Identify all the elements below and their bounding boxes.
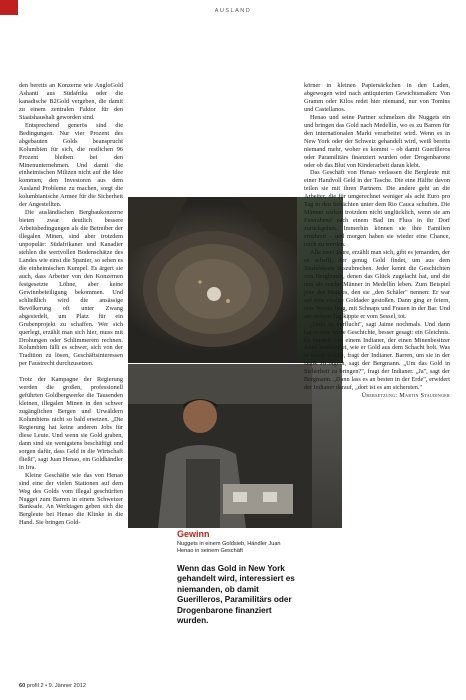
paragraph: „Gold ist verflucht", sagt Jaime nochmals. Und dann hat er eine letzte Geschichte, besser gesagt: ein Gleichnis. Es handelt von einem Indianer, der einen Minenbesitzer dabei beobachtet, wie er Gold aus dem Schacht holt. Was er damit mache, fragt der Indianer. Barren, um sie in der Bank zu lagern, sagt der Bergmann. „Um das Gold in Sicherheit zu bringen?", fragt der Indianer. „Ja", sagt der Bergmann. „Dann lass es an besten in der Erde", erwidert der Indianer darauf, „dort ist es am sichersten." <box>304 320 450 392</box>
paragraph: Kleine Geschäfte wie das von Henao sind eine der vielen Stationen auf dem Weg des Golds vom illegal geschürften Nugget zum Barren in einem Schweizer Banksafe. An Werktagen geben sich die Bergleute bei Henao die Klinke in die Hand. Sie bringen Gold- <box>19 471 123 527</box>
paragraph: Die ausländischen Bergbaukonzerne bieten zwar deutlich bessere Arbeitsbedingungen als die Betreiber der illegalen Minen, sind aber trotzdem unpopulär: Südafrikaner und Kanadier stehlen die wertvollen Bodenschätze des Landes wie einst die Spanier, so sehen es die einheimischen Kumpel. Es ärgert sie auch, dass Arbeiter von den Konzernen festgesetzte Löhne, aber keine Gewinnbeteiligung bekommen. Und schließlich wird die ansässige Bevölkerung oft unter Zwang abgesiedelt, um Platz für ein Grubenprojekt zu schaffen. Wer sich querlegt, erzählt man sich hier, muss mit Drohungen oder Schlimmerem rechnen. Kolumbien fällt es schwer, sich von der Tradition zu lösen, Geschäftsinteressen per Faustrecht durchzusetzen. <box>19 209 123 368</box>
paragraph: den bereits an Konzerne wie AngloGold Ashanti aus Südafrika oder die kanadische B2Gold vergeben, die damit zu einem zentralen Faktor für den Staatshaushalt geworden sind. <box>19 82 123 121</box>
paragraph: Alle zwei Jahre, erzählt man sich, gibt es jemanden, der es schafft, der genug Gold findet, um aus dem Teufelskreis auszubrechen. Jeder kennt die Geschichten von Bergleuten, denen das Glück zugelacht hat, und die nun als reiche Männer in Medellín leben. Zum Beispiel jene des Mannes, den sie „den Schäler" nennen: Er war auf eine riesige Goldader gestoßen. Dann ging er feiern, eine Woche lang, mit Schnaps und Frauen in der Bar. Und am siebten Tag kippte er vom Sessel, tot. <box>304 249 450 320</box>
pull-quote: Wenn das Gold in New York gehandelt wird, interessiert es niemanden, ob damit Guerilleros, Paramilitärs oder Drogenbarone finanziert wurden. <box>177 564 295 626</box>
gold-sieve-photo <box>128 197 298 363</box>
article-column-1 <box>19 82 123 527</box>
paragraph: Trotz der Kampagne der Regierung werden die großen, professionell geführten Goldbergwerke die Tausenden kleinen, illegalen Minen in den schwer zugänglichen Bergen und Urwäldern Kolumbiens nicht so bald ersetzen. „Die Regierung hat keine anderen Jobs für diese Leute. Und wenn sie Gold graben, dann sind sie wenigstens beschäftigt und sorgen dafür, dass Geld in die Wirtschaft fließt", sagt Juan Henao, ein Goldhändler in Irra. <box>19 376 123 471</box>
section-header: AUSLAND <box>214 8 252 14</box>
page-footer <box>19 683 86 689</box>
magazine-issue: profil 2 • 9. Jänner 2012 <box>26 683 86 689</box>
caption-title: Gewinn <box>177 529 210 539</box>
paragraph: Henao und seine Partner schmelzen die Nuggets ein und bringen das Gold nach Medellín, wo es zu Barren für den internationalen Markt verarbeitet wird. Wenn es in New York oder der Schweiz gehandelt wird, weiß bereits niemand mehr, woher es kommt – ob damit Guerilleros oder Paramilitärs finanziert wurden oder Drogenbarone oder ob das Blut von Kinderarbeit daran klebt. <box>304 113 450 169</box>
paragraph: Entsprechend generös sind die Bedingungen. Nur vier Prozent des abgebauten Golds beansprucht Kolumbien für sich, die restlichen 96 Prozent bleiben bei den Minenunternehmen. Und damit die einheimischen Milizen nicht auf die Idee kommen, den Investoren aus dem Ausland Probleme zu machen, sorgt die kolumbianische Armee für die Sicherheit der Angestellten. <box>19 121 123 209</box>
paragraph: Das Geschäft von Henao verlassen die Bergleute mit einer Handvoll Geld in der Tasche. Die eine Hälfte davon teilen sie mit ihren Partnern. Die andere geht an die Arbeiter, die für umgerechnet weniger als acht Euro pro Tag in den Schächten unter dem Rio Cauca schuften. Die Männer wirken trotzdem nicht unglücklich, wenn sie am Feierabend nach einem Bad im Fluss in ihr Dorf zurückgehen. Immerhin können sie ihre Familien ernähren – und morgen haben sie wieder eine Chance, reich zu werden. <box>304 169 450 249</box>
paragraph: körner in kleinen Papiersäckchen in den Laden, abgewogen wird nach antiquierten Gewichtsmaßen: Von Gramm oder Kilos redet hier niemand, nur von Tomins und Castellanos. <box>304 82 450 113</box>
gold-trader-photo <box>128 364 312 528</box>
translation-credit: Übersetzung: Martin Staudinger <box>361 392 450 400</box>
article-column-3 <box>304 82 450 400</box>
caption-text: Nuggets in einem Goldsieb, Händler Juan Henao in seinem Geschäft <box>177 541 281 554</box>
page-number: 60 <box>19 683 26 689</box>
